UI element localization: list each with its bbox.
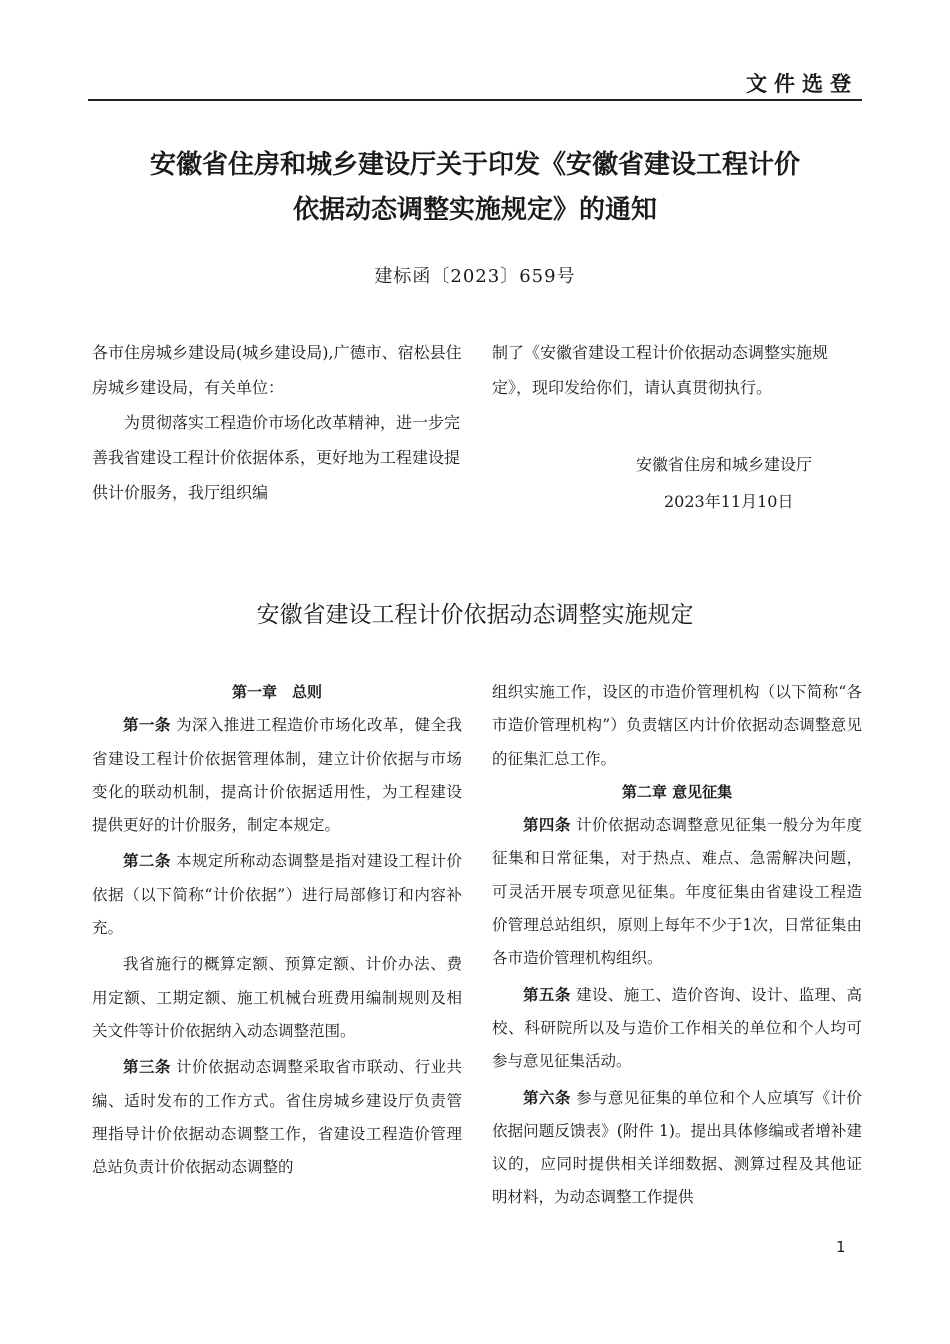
page-number: 1: [836, 1238, 846, 1256]
article-continuation: 组织实施工作，设区的市造价管理机构（以下简称“各市造价管理机构”）负责辖区内计价依据动态调整意见的征集汇总工作。: [492, 683, 862, 768]
article-paragraph: [92, 1051, 462, 1184]
notice-body-left: 为贯彻落实工程造价市场化改革精神，进一步完善我省建设工程计价依据体系，更好地为工程建设提供计价服务，我厅组织编: [92, 413, 461, 502]
article-label: 第五条: [523, 985, 571, 1004]
chapter-heading: 第二章 意见征集: [621, 782, 733, 801]
article-paragraph: 我省施行的概算定额、预算定额、计价办法、费用定额、工期定额、施工机械台班费用编制规则及相关文件等计价依据纳入动态调整范围。: [92, 955, 462, 1040]
article-label: 第四条: [523, 816, 571, 835]
article-text: 建设、施工、造价咨询、设计、监理、高校、科研院所以及与造价工作相关的单位和个人均可参与意见征集活动。: [492, 985, 862, 1071]
article-text: 本规定所称动态调整是指对建设工程计价依据（以下简称“计价依据”）进行局部修订和内容补充。: [92, 852, 462, 938]
notice-right-column: [492, 335, 864, 405]
section-header-label: 文件选登: [746, 72, 858, 96]
article-text: 参与意见征集的单位和个人应填写《计价依据问题反馈表》(附件 1)。提出具体修编或者增补建议的，应同时提供相关详细数据、测算过程及其他证明材料，为动态调整工作提供: [492, 1088, 862, 1207]
notice-left-column: [92, 335, 464, 510]
notice-signer: 安徽省住房和城乡建设厅: [636, 455, 813, 474]
article-text: 计价依据动态调整采取省市联动、行业共编、适时发布的工作方式。省住房城乡建设厅负责管理指导计价依据动态调整工作，省建设工程造价管理总站负责计价依据动态调整的: [92, 1058, 462, 1177]
article-label: 第一条: [123, 716, 171, 735]
document-number: 建标函〔2023〕659号: [374, 266, 576, 287]
article-paragraph: [492, 979, 862, 1079]
article-text: 为深入推进工程造价市场化改革，健全我省建设工程计价依据管理体制，建立计价依据与市场变化的联动机制，提高计价依据适用性，为工程建设提供更好的计价服务，制定本规定。: [92, 716, 462, 835]
regulation-right-column: [492, 676, 862, 1215]
article-label: 第三条: [123, 1058, 171, 1077]
header-divider: [88, 99, 862, 101]
regulation-left-column: [92, 676, 462, 1184]
notice-body-right: 制了《安徽省建设工程计价依据动态调整实施规定》，现印发给你们，请认真贯彻执行。: [492, 343, 829, 397]
article-label: 第二条: [123, 852, 171, 871]
chapter-heading: 第一章 总则: [231, 683, 322, 701]
article-text: 计价依据动态调整意见征集一般分为年度征集和日常征集，对于热点、难点、急需解决问题，可灵活开展专项意见征集。年度征集由省建设工程造价管理总站组织，原则上每年不少于1次，日常征集由各市造价管理机构组织。: [492, 816, 862, 968]
article-paragraph: [92, 709, 462, 842]
article-paragraph: [492, 1082, 862, 1215]
article-paragraph: [92, 845, 462, 945]
notice-date: 2023年11月10日: [664, 492, 794, 511]
article-label: 第六条: [523, 1088, 571, 1107]
notice-title-line1: 安徽省住房和城乡建设厅关于印发《安徽省建设工程计价: [149, 150, 800, 180]
regulation-title: 安徽省建设工程计价依据动态调整实施规定: [256, 602, 694, 628]
article-paragraph: [492, 809, 862, 975]
notice-title-line2: 依据动态调整实施规定》的通知: [292, 195, 657, 225]
notice-addressee: 各市住房城乡建设局(城乡建设局),广德市、宿松县住房城乡建设局，有关单位：: [92, 343, 462, 397]
